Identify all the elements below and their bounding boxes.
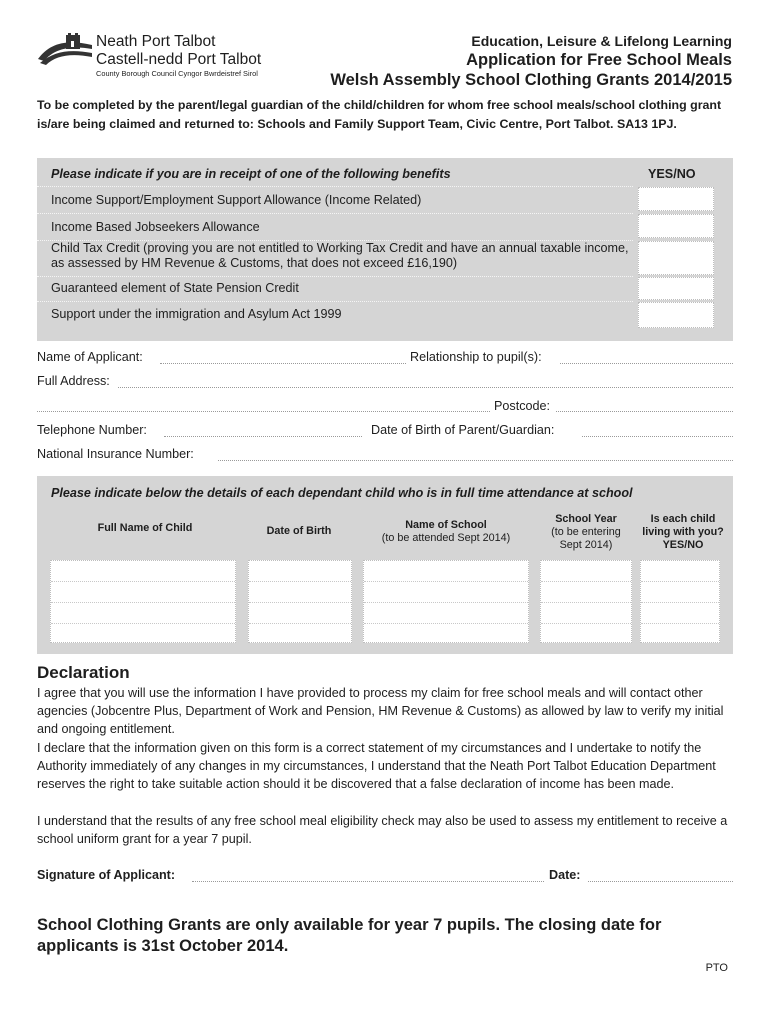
form-header (330, 32, 732, 90)
yesno-input-income-support[interactable] (638, 187, 714, 211)
ni-label: National Insurance Number: (37, 447, 194, 461)
yesno-input-asylum-support[interactable] (638, 302, 714, 328)
child-year-input[interactable] (540, 560, 632, 643)
address-input-line2[interactable] (37, 411, 490, 412)
child-dob-input[interactable] (248, 560, 352, 643)
page-subtitle: Welsh Assembly School Clothing Grants 2014/2015 (330, 71, 732, 89)
col-header-name: Full Name of Child (97, 522, 193, 534)
child-name-input[interactable] (50, 560, 236, 643)
col-header-living: Is each child living with you? YES/NO (642, 513, 724, 551)
telephone-label: Telephone Number: (37, 423, 147, 437)
benefit-label: Income Support/Employment Support Allowance (Income Related) (51, 193, 422, 207)
col-header-year: School Year (to be entering Sept 2014) (551, 513, 621, 551)
page-title: Application for Free School Meals (466, 51, 732, 69)
benefit-row (37, 301, 633, 328)
dob-label: Date of Birth of Parent/Guardian: (371, 423, 555, 437)
benefit-row (37, 213, 633, 240)
benefit-row (37, 240, 633, 276)
signature-label: Signature of Applicant: (37, 868, 176, 882)
address-label: Full Address: (37, 374, 110, 388)
org-name: Neath Port Talbot (96, 33, 216, 50)
declaration-paragraph-2: I declare that the information given on this form is a correct statement of my circumstances and I undertake to notify the Authority immediately of any changes in my circumstances, I understand that the Neath Port Talbot Education Department reserves the right to take suitable action should it be discovered that a false declaration of income has been made. (37, 741, 716, 792)
child-living-input[interactable] (640, 560, 720, 643)
benefit-label: Support under the immigration and Asylum Act 1999 (51, 307, 342, 321)
declaration-paragraph-3: I understand that the results of any free school meal eligibility check may also be used to assess my entitlement to receive a school uniform grant for a year 7 pupil. (37, 814, 728, 847)
postcode-input[interactable] (556, 411, 733, 412)
name-input[interactable] (160, 363, 406, 364)
benefit-label: Child Tax Credit (proving you are not entitled to Working Tax Credit and have an annual taxable income, as assessed by HM Revenue & Customs, that does not exceed £16,190) (51, 241, 629, 270)
council-logo (36, 33, 276, 83)
org-name-welsh: Castell-nedd Port Talbot (96, 51, 262, 68)
yesno-input-pension-credit[interactable] (638, 277, 714, 300)
benefit-row (37, 276, 633, 301)
relationship-label: Relationship to pupil(s): (410, 350, 542, 364)
declaration-heading: Declaration (37, 663, 130, 682)
children-heading: Please indicate below the details of each dependant child who is in full time attendance at school (51, 486, 633, 500)
benefit-label: Guaranteed element of State Pension Credit (51, 281, 299, 295)
col-header-dob: Date of Birth (266, 525, 332, 537)
relationship-input[interactable] (560, 363, 733, 364)
telephone-input[interactable] (164, 436, 362, 437)
declaration-paragraph-1: I agree that you will use the information I have provided to process my claim for free school meals and will contact other agencies (Jobcentre Plus, Department of Work and Pension, HM Revenue & Customs) as allowed by law to verify my initial and ongoing entitlement. (37, 686, 724, 737)
org-subtitle: County Borough Council Cyngor Bwrdeistref Sirol (96, 69, 258, 78)
benefit-row (37, 186, 633, 213)
col-sub-year: (to be entering Sept 2014) (551, 526, 621, 551)
child-school-input[interactable] (363, 560, 529, 643)
date-input[interactable] (588, 881, 733, 882)
dob-input[interactable] (582, 436, 733, 437)
benefits-heading: Please indicate if you are in receipt of one of the following benefits (51, 167, 451, 181)
yesno-header: YES/NO (648, 167, 696, 181)
postcode-label: Postcode: (494, 399, 551, 413)
pto-label: PTO (705, 962, 728, 974)
name-label: Name of Applicant: (37, 350, 143, 364)
benefit-label: Income Based Jobseekers Allowance (51, 220, 260, 234)
ni-input[interactable] (218, 460, 733, 461)
col-sub-school: (to be attended Sept 2014) (381, 532, 511, 544)
intro-text: To be completed by the parent/legal guardian of the child/children for whom free school meals/school clothing grant is/are being claimed and returned to: Schools and Family Support Team, Civic Centre, Port Talbot. SA13 1PJ. (37, 98, 722, 131)
closing-notice: School Clothing Grants are only available for year 7 pupils. The closing date for applicants is 31st October 2014. (37, 916, 662, 955)
castle-logo-icon (36, 33, 94, 69)
signature-input[interactable] (192, 881, 544, 882)
department: Education, Leisure & Lifelong Learning (471, 33, 732, 49)
address-input[interactable] (118, 387, 733, 388)
yesno-input-child-tax-credit[interactable] (638, 241, 714, 275)
col-header-school: Name of School (to be attended Sept 2014) (381, 519, 511, 544)
yesno-input-jobseekers[interactable] (638, 214, 714, 238)
date-label: Date: (549, 868, 581, 882)
